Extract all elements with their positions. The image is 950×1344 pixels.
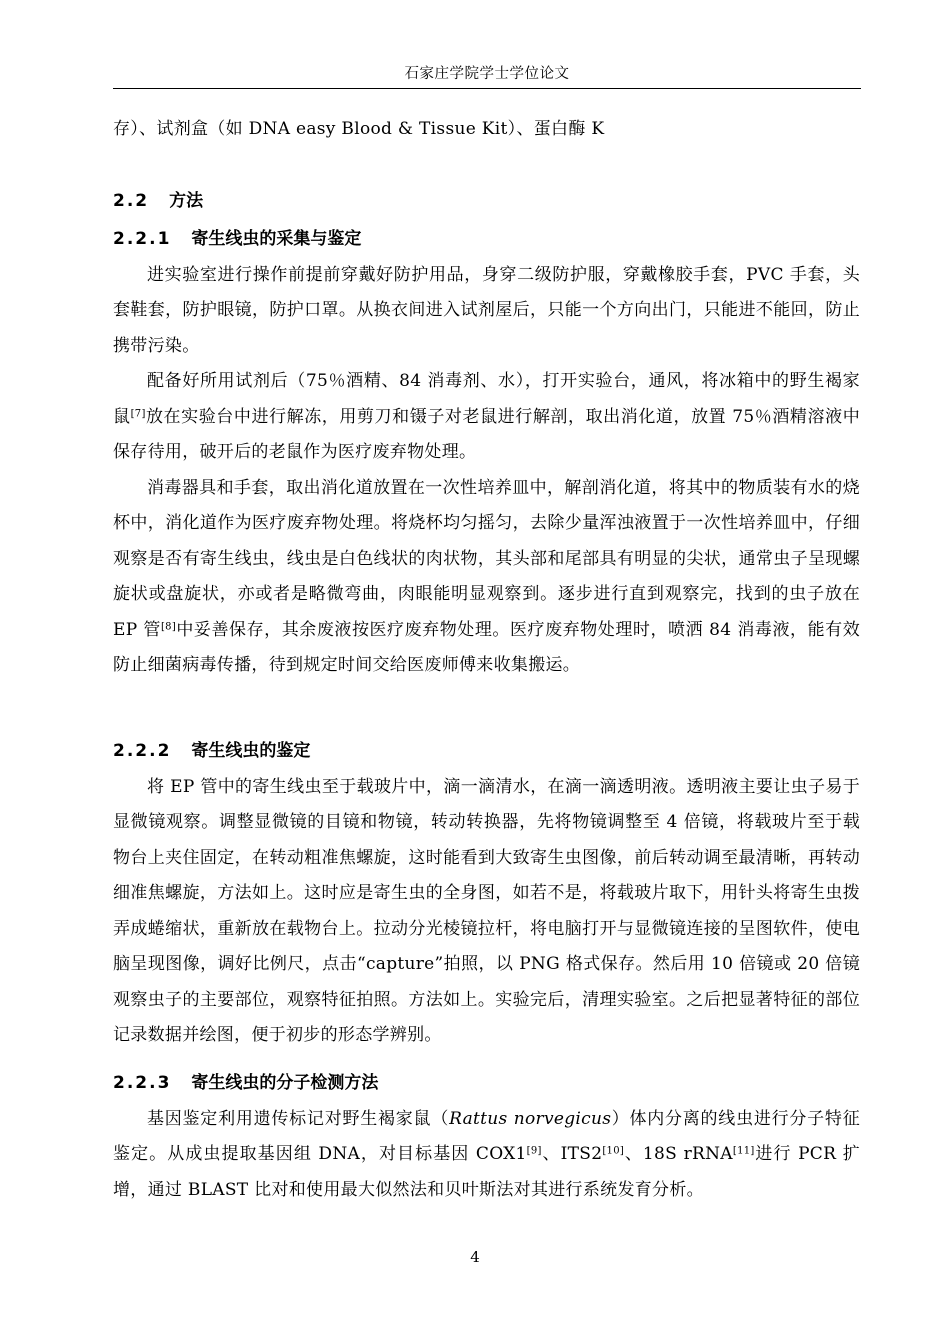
top-paragraph: 存）、试剂盒（如 DNA easy Blood & Tissue Kit）、蛋白酶 K [113, 119, 605, 139]
page-content [113, 112, 860, 1208]
paragraph: 消毒器具和手套，取出消化道放置在一次性培养皿中，解剖消化道，将其中的物质装有水的烧杯中，消化道作为医疗废弃物处理。将烧杯均匀摇匀，去除少量浑浊液置于一次性培养皿中，仔细观察是否有寄生线虫，线虫是白色线状的肉状物，其头部和尾部具有明显的尖状，通常虫子呈现螺旋状或盘旋状，亦或者是略微弯曲，肉眼能明显观察到。逐步进行直到观察完，找到的虫子放在 EP 管[8]中妥善保存，其余废液按医疗废弃物处理。医疗废弃物处理时，喷洒 84 消毒液，能有效防止细菌病毒传播，待到规定时间交给医废师傅来收集搬运。 [113, 477, 860, 675]
citation: [7] [130, 408, 146, 419]
citation: [9] [526, 1145, 542, 1157]
citation: [8] [160, 621, 177, 632]
page-header [113, 60, 861, 89]
section-heading-2-2-3 [113, 1068, 860, 1098]
section-number: 2.2.3 [113, 1072, 172, 1093]
section-number: 2.2 [113, 190, 150, 211]
page-number: 4 [470, 1248, 480, 1266]
section-number: 2.2.2 [113, 740, 172, 761]
section-title: 寄生线虫的采集与鉴定 [191, 228, 362, 249]
section-title: 寄生线虫的鉴定 [191, 740, 311, 761]
paragraph: 配备好所用试剂后（75％酒精、84 消毒剂、水），打开实验台，通风，将冰箱中的野生褐家鼠[7]放在实验台中进行解冻，用剪刀和镊子对老鼠进行解剖，取出消化道，放置 75％酒精溶液中保存待用，破开后的老鼠作为医疗废弃物处理。 [113, 371, 860, 462]
citation: [10] [602, 1145, 625, 1157]
paragraph: 进实验室进行操作前提前穿戴好防护用品，身穿二级防护服，穿戴橡胶手套，PVC 手套，头套鞋套，防护眼镜，防护口罩。从换衣间进入试剂屋后，只能一个方向出门，只能进不能回，防止携带污染。 [113, 264, 860, 356]
section-title: 寄生线虫的分子检测方法 [191, 1072, 379, 1093]
header-title: 石家庄学院学士学位论文 [404, 66, 570, 82]
section-title: 方法 [169, 190, 204, 211]
citation: [11] [732, 1145, 755, 1157]
species-name: Rattus norvegicus [449, 1108, 612, 1129]
paragraph: 将 EP 管中的寄生线虫至于载玻片中，滴一滴清水，在滴一滴透明液。透明液主要让虫子易于显微镜观察。调整显微镜的目镜和物镜，转动转换器，先将物镜调整至 4 倍镜，将载玻片至于载物台上夹住固定，在转动粗准焦螺旋，这时能看到大致寄生虫图像，前后转动调至最清晰，再转动细准焦螺旋，方法如上。这时应是寄生虫的全身图，如若不是，将载玻片取下，用针头将寄生虫拨弄成蜷缩状，重新放在载物台上。拉动分光棱镜拉杆，将电脑打开与显微镜连接的呈图软件，使电脑呈现图像，调好比例尺，点击“capture”拍照，以 PNG 格式保存。然后用 10 倍镜或 20 倍镜观察虫子的主要部位，观察特征拍照。方法如上。实验完后，清理实验室。之后把显著特征的部位记录数据并绘图，便于初步的形态学辨别。 [113, 776, 860, 1045]
section-heading-2-2-2 [113, 736, 860, 766]
paragraph: 基因鉴定利用遗传标记对野生褐家鼠（Rattus norvegicus）体内分离的线虫进行分子特征鉴定。从成虫提取基因组 DNA，对目标基因 COX1[9]、ITS2[10]、18S rRNA[11]进行 PCR 扩增，通过 BLAST 比对和使用最大似然法和贝叶斯法对其进行系统发育分析。 [113, 1108, 861, 1200]
section-heading-2-2-1 [113, 224, 860, 254]
section-heading-2-2 [113, 186, 860, 216]
section-number: 2.2.1 [113, 228, 172, 249]
